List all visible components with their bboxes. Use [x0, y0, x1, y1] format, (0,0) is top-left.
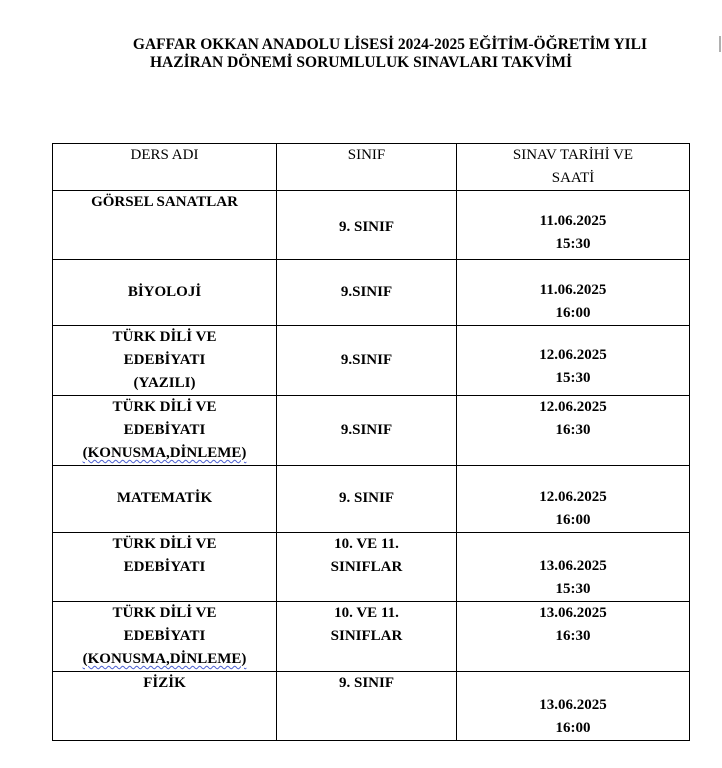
- table-row: [53, 396, 690, 466]
- datetime-cell: [457, 191, 690, 260]
- header-datetime: [457, 144, 690, 191]
- exam-date: 13.06.2025: [539, 558, 607, 574]
- table-row: [53, 191, 690, 260]
- datetime-cell: [457, 466, 690, 533]
- class-cell: 9. SINIF: [277, 672, 457, 741]
- class-cell: 9. SINIF: [277, 191, 457, 260]
- header-datetime-line2: SAATİ: [551, 170, 595, 186]
- course-cell: GÖRSEL SANATLAR: [53, 191, 277, 260]
- title-line-1: GAFFAR OKKAN ANADOLU LİSESİ 2024-2025 EĞİTİM-ÖĞRETİM YILI: [132, 36, 648, 53]
- exam-time: 16:00: [555, 304, 591, 321]
- exam-schedule-table: [52, 143, 690, 741]
- exam-time: 16:00: [555, 720, 591, 736]
- exam-date: 13.06.2025: [539, 697, 607, 713]
- title-line-2: HAZİRAN DÖNEMİ SORUMLULUK SINAVLARI TAKVİMİ: [150, 54, 572, 71]
- table-row: [53, 326, 690, 396]
- table-row: [53, 672, 690, 741]
- course-cell: BİYOLOJİ: [53, 260, 277, 326]
- class-cell: 10. VE 11. SINIFLAR: [277, 602, 457, 672]
- datetime-cell: [457, 533, 690, 602]
- table-row: [53, 533, 690, 602]
- exam-date: 12.06.2025: [539, 399, 607, 415]
- course-cell: TÜRK DİLİ VE EDEBİYATI: [53, 533, 277, 602]
- table-row: [53, 602, 690, 672]
- datetime-cell: [457, 672, 690, 741]
- exam-time: 15:30: [555, 369, 591, 386]
- exam-date: 12.06.2025: [539, 489, 607, 505]
- course-cell: FİZİK: [53, 672, 277, 741]
- header-datetime-line1: SINAV TARİHİ VE: [512, 147, 634, 163]
- exam-date: 11.06.2025: [539, 213, 607, 229]
- datetime-cell: [457, 326, 690, 396]
- exam-time: 16:30: [555, 628, 591, 644]
- table-row: [53, 260, 690, 326]
- class-cell: 9. SINIF: [277, 466, 457, 533]
- exam-time: 15:30: [555, 581, 591, 597]
- table-header-row: [53, 144, 690, 191]
- header-course: DERS ADI: [53, 144, 277, 191]
- course-cell: TÜRK DİLİ VE EDEBİYATI (YAZILI): [53, 326, 277, 396]
- exam-time: 16:00: [555, 512, 591, 528]
- class-cell: 10. VE 11. SINIFLAR: [277, 533, 457, 602]
- class-cell: 9.SINIF: [277, 396, 457, 466]
- page-edge-mark: [719, 36, 721, 52]
- class-cell: 9.SINIF: [277, 260, 457, 326]
- course-cell: TÜRK DİLİ VE EDEBİYATI (KONUSMA,DİNLEME): [53, 396, 277, 466]
- datetime-cell: [457, 396, 690, 466]
- datetime-cell: [457, 602, 690, 672]
- exam-date: 11.06.2025: [539, 281, 607, 298]
- datetime-cell: [457, 260, 690, 326]
- exam-date: 13.06.2025: [539, 605, 607, 621]
- exam-date: 12.06.2025: [539, 346, 607, 363]
- table-row: [53, 466, 690, 533]
- course-cell: TÜRK DİLİ VE EDEBİYATI (KONUSMA,DİNLEME): [53, 602, 277, 672]
- header-class: SINIF: [277, 144, 457, 191]
- exam-time: 16:30: [555, 422, 591, 438]
- course-cell: MATEMATİK: [53, 466, 277, 533]
- page-title: [0, 36, 722, 72]
- class-cell: 9.SINIF: [277, 326, 457, 396]
- exam-time: 15:30: [555, 236, 591, 252]
